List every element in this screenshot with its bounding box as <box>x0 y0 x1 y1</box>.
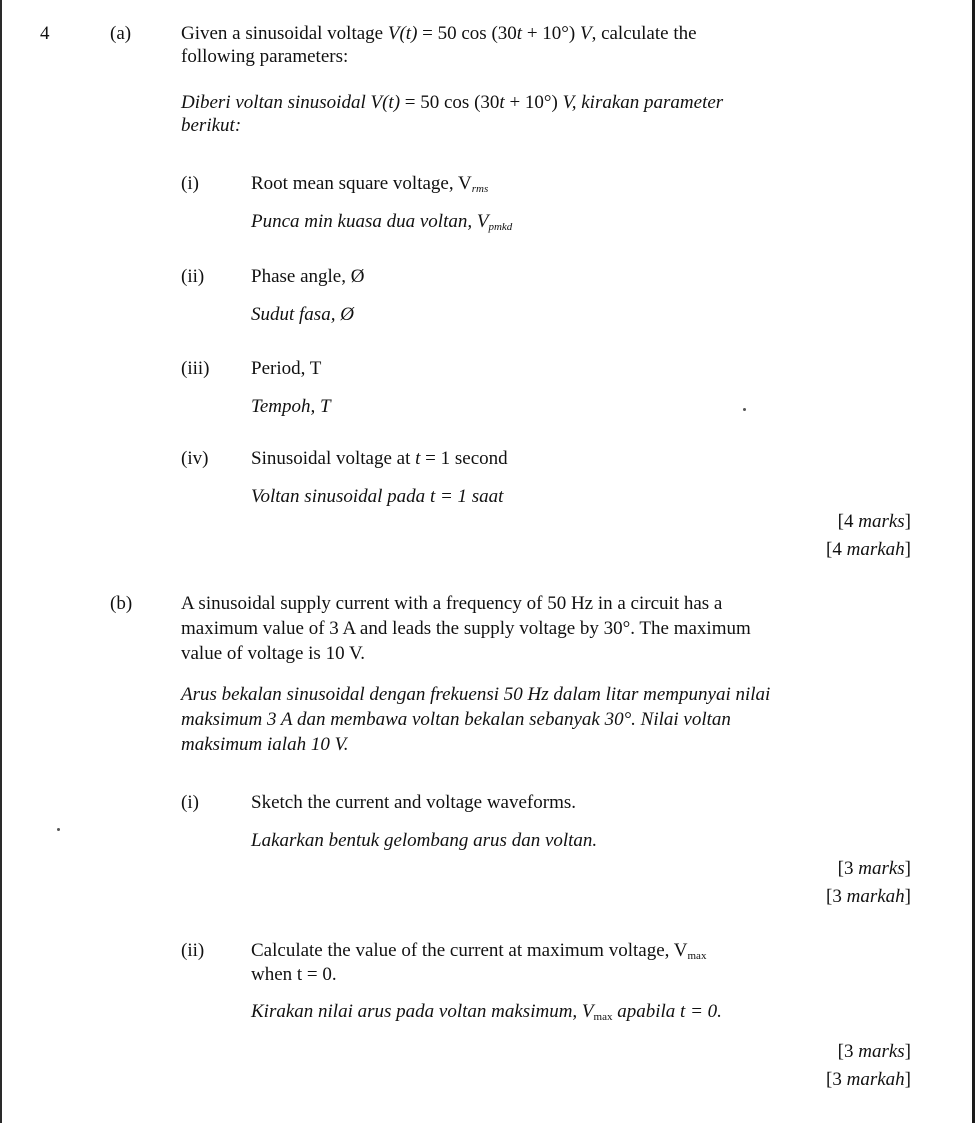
part-b-item-i-marks-malay: [3 markah] <box>826 886 911 907</box>
part-b-english-line-2: maximum value of 3 A and leads the supply voltage by 30°. The maximum <box>181 618 751 640</box>
part-a-malay-intro: Diberi voltan sinusoidal V(t) = 50 cos (30t + 10°) V, kirakan parameter berikut: <box>181 92 724 137</box>
part-b-label: (b) <box>110 593 133 614</box>
part-b-item-ii-english: Calculate the value of the current at maximum voltage, Vmax <box>251 940 707 962</box>
part-a-item-ii-malay: Sudut fasa, Ø <box>251 304 354 325</box>
part-b-item-ii-english-line2: when t = 0. <box>251 964 337 985</box>
part-b-item-ii-marks-english: [3 marks] <box>837 1041 911 1062</box>
part-b-item-ii-malay: Kirakan nilai arus pada voltan maksimum, Vmax apabila t = 0. <box>251 1001 722 1023</box>
part-a-item-iii-label: (iii) <box>181 358 210 379</box>
part-b-item-ii-label: (ii) <box>181 940 205 961</box>
part-a-label: (a) <box>110 23 132 44</box>
part-b-malay-line-1: Arus bekalan sinusoidal dengan frekuensi 50 Hz dalam litar mempunyai nilai <box>181 684 771 705</box>
page-border-left <box>0 0 2 1123</box>
part-a-intro-text: Given a sinusoidal voltage <box>181 23 384 44</box>
part-b-english-paragraph <box>181 592 901 666</box>
part-a-item-i-english: Root mean square voltage, $V_{rms}$ <box>251 173 489 195</box>
part-a-intro-line2: following parameters: <box>181 46 349 68</box>
part-a-marks-malay: [4 markah] <box>826 539 911 560</box>
voltage-equation: V(t) = 50 cos (30t + 10°) V <box>387 23 592 44</box>
part-a-item-iv-malay: Voltan sinusoidal pada t = 1 saat <box>251 486 504 507</box>
scan-speck <box>57 828 60 831</box>
part-b-item-i-marks-english: [3 marks] <box>837 858 911 879</box>
part-a-intro-tail: , calculate the <box>591 23 697 44</box>
part-b-item-i-malay: Lakarkan bentuk gelombang arus dan voltan. <box>251 830 598 851</box>
part-a-item-ii-english: Phase angle, Ø <box>251 266 365 287</box>
part-a-item-ii-label: (ii) <box>181 266 205 287</box>
part-a-marks-english: [4 marks] <box>837 511 911 532</box>
part-b-item-i-english: Sketch the current and voltage waveforms. <box>251 792 576 813</box>
part-b-malay-line-2: maksimum 3 A dan membawa voltan bekalan sebanyak 30°. Nilai voltan <box>181 709 731 731</box>
part-a-item-iv-english: Sinusoidal voltage at t = 1 second <box>251 448 508 469</box>
part-b-english-line-1: A sinusoidal supply current with a frequency of 50 Hz in a circuit has a <box>181 593 723 614</box>
part-a-item-i-malay: Punca min kuasa dua voltan, $V_{pmkd}$ <box>251 211 513 233</box>
scan-speck <box>743 408 746 411</box>
part-a-item-iv-label: (iv) <box>181 448 209 469</box>
part-a-english-intro <box>181 22 881 68</box>
question-number: 4 <box>40 23 50 44</box>
voltage-equation-malay: V(t) = 50 cos (30t + 10°) V <box>370 92 572 113</box>
part-a-item-i-label: (i) <box>181 173 199 194</box>
part-b-malay-line-3: maksimum ialah 10 V. <box>181 734 349 756</box>
part-a-item-iii-english: Period, T <box>251 358 322 379</box>
part-a-item-iii-malay: Tempoh, T <box>251 396 331 417</box>
part-b-item-i-label: (i) <box>181 792 199 813</box>
part-b-english-line-3: value of voltage is 10 V. <box>181 643 365 665</box>
part-b-item-ii-marks-malay: [3 markah] <box>826 1069 911 1090</box>
part-b-malay-paragraph <box>181 683 911 757</box>
